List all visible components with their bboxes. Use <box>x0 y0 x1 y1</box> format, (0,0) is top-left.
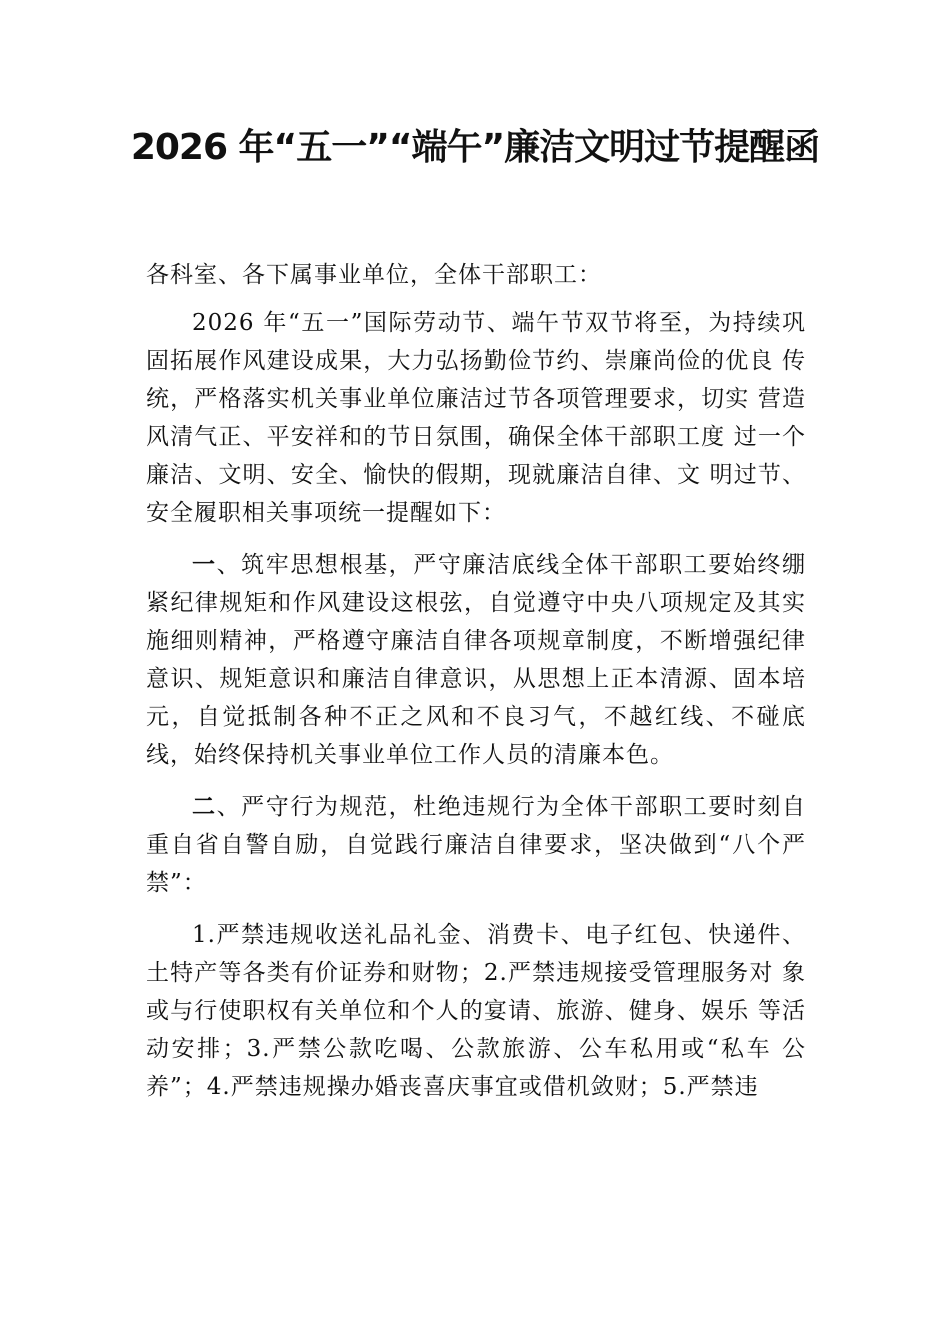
document-body <box>146 256 806 1120</box>
section-one-text: 、筑牢思想根基，严守廉洁底线全体干部职工要始终绷紧纪律规矩和作风建设这根弦，自觉遵守中央八项规定及其实施细则精神，严格遵守廉洁自律各项规章制度，不断增强纪律意识、规矩意识和廉洁自律意识，从思想上正本清源、固本培元，自觉抵制各种不正之风和不良习气，不越红线、不碰底线，始终保持机关事业单位工作人员的清廉本色。 <box>146 552 807 768</box>
section-two-text: 、严守行为规范，杜绝违规行为全体干部职工要时刻自重自省自警自励，自觉践行廉洁自律要求，坚决做到“八个严禁”： <box>146 794 807 896</box>
salutation: 各科室、各下属事业单位，全体干部职工： <box>146 262 602 288</box>
intro-paragraph: 2026 年“五一”国际劳动节、端午节双节将至，为持续巩 固拓展作风建设成果，大力弘扬勤俭节约、崇廉尚俭的优良 传统，严格落实机关事业单位廉洁过节各项管理要求，切实 营造风清气正、平安祥和的节日氛围，确保全体干部职工度 过一个廉洁、文明、安全、愉快的假期，现就廉洁自律、文 明过节、安全履职相关事项统一提醒如下： <box>146 310 806 526</box>
rules-paragraph: 1.严禁违规收送礼品礼金、消费卡、电子红包、快递件、 土特产等各类有价证券和财物；2.严禁违规接受管理服务对 象或与行使职权有关单位和个人的宴请、旅游、健身、娱乐 等活动安排；3.严禁公款吃喝、公款旅游、公车私用或“私车 公养”；4.严禁违规操办婚丧喜庆事宜或借机敛财；5.严禁违 <box>146 922 806 1100</box>
section-one-paragraph <box>146 546 806 774</box>
document-title: 2026 年“五一”“端午”廉洁文明过节提醒函 <box>130 127 820 168</box>
section-two-paragraph <box>146 788 806 902</box>
section-one-heading: 一 <box>192 551 217 578</box>
section-two-heading: 二 <box>192 793 217 820</box>
